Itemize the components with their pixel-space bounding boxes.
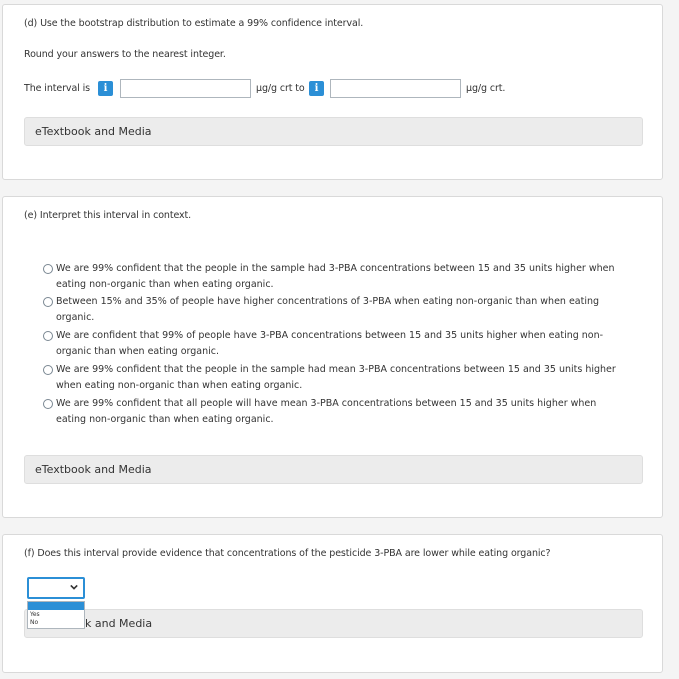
etextbook-media-label: k and Media (85, 617, 153, 630)
etextbook-media-bar[interactable] (24, 455, 643, 484)
etextbook-media-label: eTextbook and Media (35, 125, 152, 138)
lower-bound-input[interactable] (120, 79, 251, 98)
answer-option-text: We are 99% confident that the people in the sample had 3-PBA concentrations between 15 and 35 units higher when eating non-organic than when eating organic. (56, 263, 615, 290)
radio-button[interactable] (43, 297, 53, 307)
etextbook-media-bar[interactable] (24, 609, 643, 638)
answer-option-text: We are 99% confident that all people will have mean 3-PBA concentrations between 15 and 35 units higher when eating non-organic than when eating organic. (56, 398, 597, 425)
unit-label-end: μg/g crt. (466, 83, 506, 94)
interval-prefix-label: The interval is (24, 83, 91, 94)
radio-button[interactable] (43, 399, 53, 409)
rounding-instruction: Round your answers to the nearest integer. (24, 49, 226, 60)
upper-bound-input[interactable] (330, 79, 461, 98)
question-f-text: (f) Does this interval provide evidence that concentrations of the pesticide 3-PBA are lower while eating organic? (24, 548, 551, 559)
answer-option-text: Between 15% and 35% of people have higher concentrations of 3-PBA when eating non-organic than when eating organic. (56, 296, 600, 323)
etextbook-media-label: eTextbook and Media (35, 463, 152, 476)
question-card-e (2, 196, 663, 518)
answer-option-text: We are 99% confident that the people in the sample had mean 3-PBA concentrations between 15 and 35 units higher when eating non-organic than when eating organic. (56, 364, 616, 391)
radio-button[interactable] (43, 365, 53, 375)
answer-select[interactable] (27, 577, 85, 599)
dropdown-list[interactable] (27, 601, 85, 629)
dropdown-highlight[interactable] (28, 602, 84, 610)
info-icon[interactable]: i (309, 81, 324, 96)
info-icon[interactable]: i (98, 81, 113, 96)
chevron-down-icon (70, 583, 78, 591)
radio-button[interactable] (43, 331, 53, 341)
dropdown-option-yes[interactable]: Yes (30, 611, 40, 618)
etextbook-media-bar[interactable] (24, 117, 643, 146)
question-card-f (2, 534, 663, 673)
unit-label-middle: μg/g crt to (256, 83, 305, 94)
radio-button[interactable] (43, 264, 53, 274)
question-card-d (2, 4, 663, 180)
dropdown-option-no[interactable]: No (30, 619, 39, 626)
question-d-text: (d) Use the bootstrap distribution to estimate a 99% confidence interval. (24, 18, 364, 29)
question-e-text: (e) Interpret this interval in context. (24, 210, 192, 221)
answer-option-text: We are confident that 99% of people have 3-PBA concentrations between 15 and 35 units higher when eating non-organic than when eating organic. (56, 330, 604, 357)
